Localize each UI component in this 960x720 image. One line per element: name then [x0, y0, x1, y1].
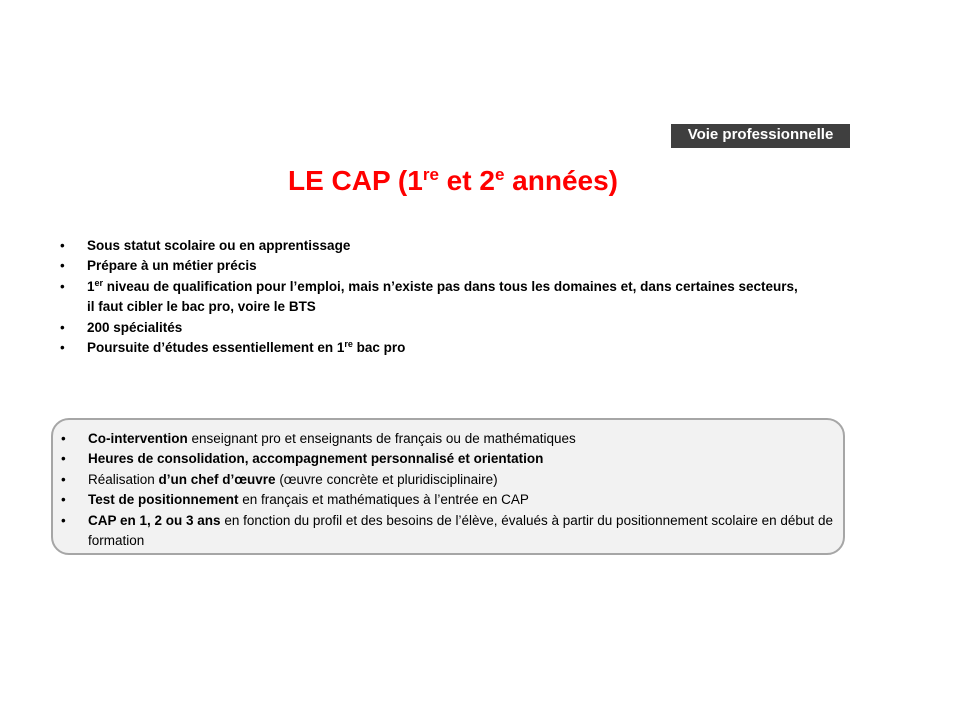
title-sup-1: re [422, 164, 439, 184]
bullet-icon: • [60, 278, 65, 294]
list-item [61, 429, 836, 449]
list-item-bold: Heures de consolidation, accompagnement personnalisé et orientation [88, 451, 544, 467]
bullet-icon: • [60, 258, 65, 274]
list-item-bold: d’un chef d’œuvre [158, 471, 276, 487]
list-item [60, 256, 800, 276]
list-item-text: 1 [87, 278, 95, 294]
list-item-sup: re [344, 339, 353, 350]
bullet-icon: • [60, 319, 65, 335]
list-item-bold: Test de positionnement [88, 492, 239, 508]
bullet-icon: • [61, 512, 66, 528]
list-item-text: (œuvre concrète et pluridisciplinaire) [275, 471, 498, 487]
list-item-text: en français et mathématiques à l’entrée en CAP [238, 492, 529, 508]
list-item-text: Poursuite d’études essentiellement en 1 [87, 340, 345, 356]
cap-features-list [60, 236, 800, 358]
bullet-icon: • [61, 492, 66, 508]
list-item-text: enseignant pro et enseignants de français ou de mathématiques [187, 431, 576, 446]
list-item-text: Réalisation [88, 471, 159, 487]
list-item-text: Prépare à un métier précis [87, 258, 257, 274]
list-item-sup: er [94, 277, 104, 288]
list-item [60, 338, 800, 358]
bullet-icon: • [61, 431, 66, 446]
list-item-text: 200 spécialités [87, 319, 183, 335]
list-item-bold: CAP en 1, 2 ou 3 ans [88, 512, 221, 528]
title-main: LE CAP (1 [287, 165, 423, 196]
page-title [0, 163, 906, 199]
list-item [60, 318, 800, 338]
bullet-icon: • [61, 471, 66, 487]
list-item-text: Sous statut scolaire ou en apprentissage [87, 238, 351, 253]
title-sup-2: e [494, 164, 505, 184]
title-mid: et 2 [438, 165, 495, 196]
list-item [60, 277, 800, 318]
bullet-icon: • [60, 340, 65, 356]
section-tag: Voie professionnelle [671, 124, 850, 148]
list-item [61, 449, 836, 469]
list-item-text: niveau de qualification pour l’emploi, mais n’existe pas dans tous les domaines et, dans certaines secteurs, [103, 278, 798, 294]
list-item-text: bac pro [352, 340, 406, 356]
list-item [61, 490, 836, 510]
list-item [61, 470, 836, 490]
title-end: années) [504, 165, 619, 196]
reform-list [61, 429, 836, 551]
list-item [60, 236, 800, 256]
bullet-icon: • [60, 238, 65, 253]
bullet-icon: • [61, 451, 66, 467]
list-item-text: il faut cibler le bac pro, voire le BTS [87, 299, 316, 315]
reform-info-box [51, 418, 845, 555]
list-item [61, 511, 836, 552]
list-item-bold: Co-intervention [88, 431, 188, 446]
list-item-text: en fonction du profil et des besoins de l’élève, évalués à partir du positionnement scolaire en début de formation [88, 512, 833, 549]
